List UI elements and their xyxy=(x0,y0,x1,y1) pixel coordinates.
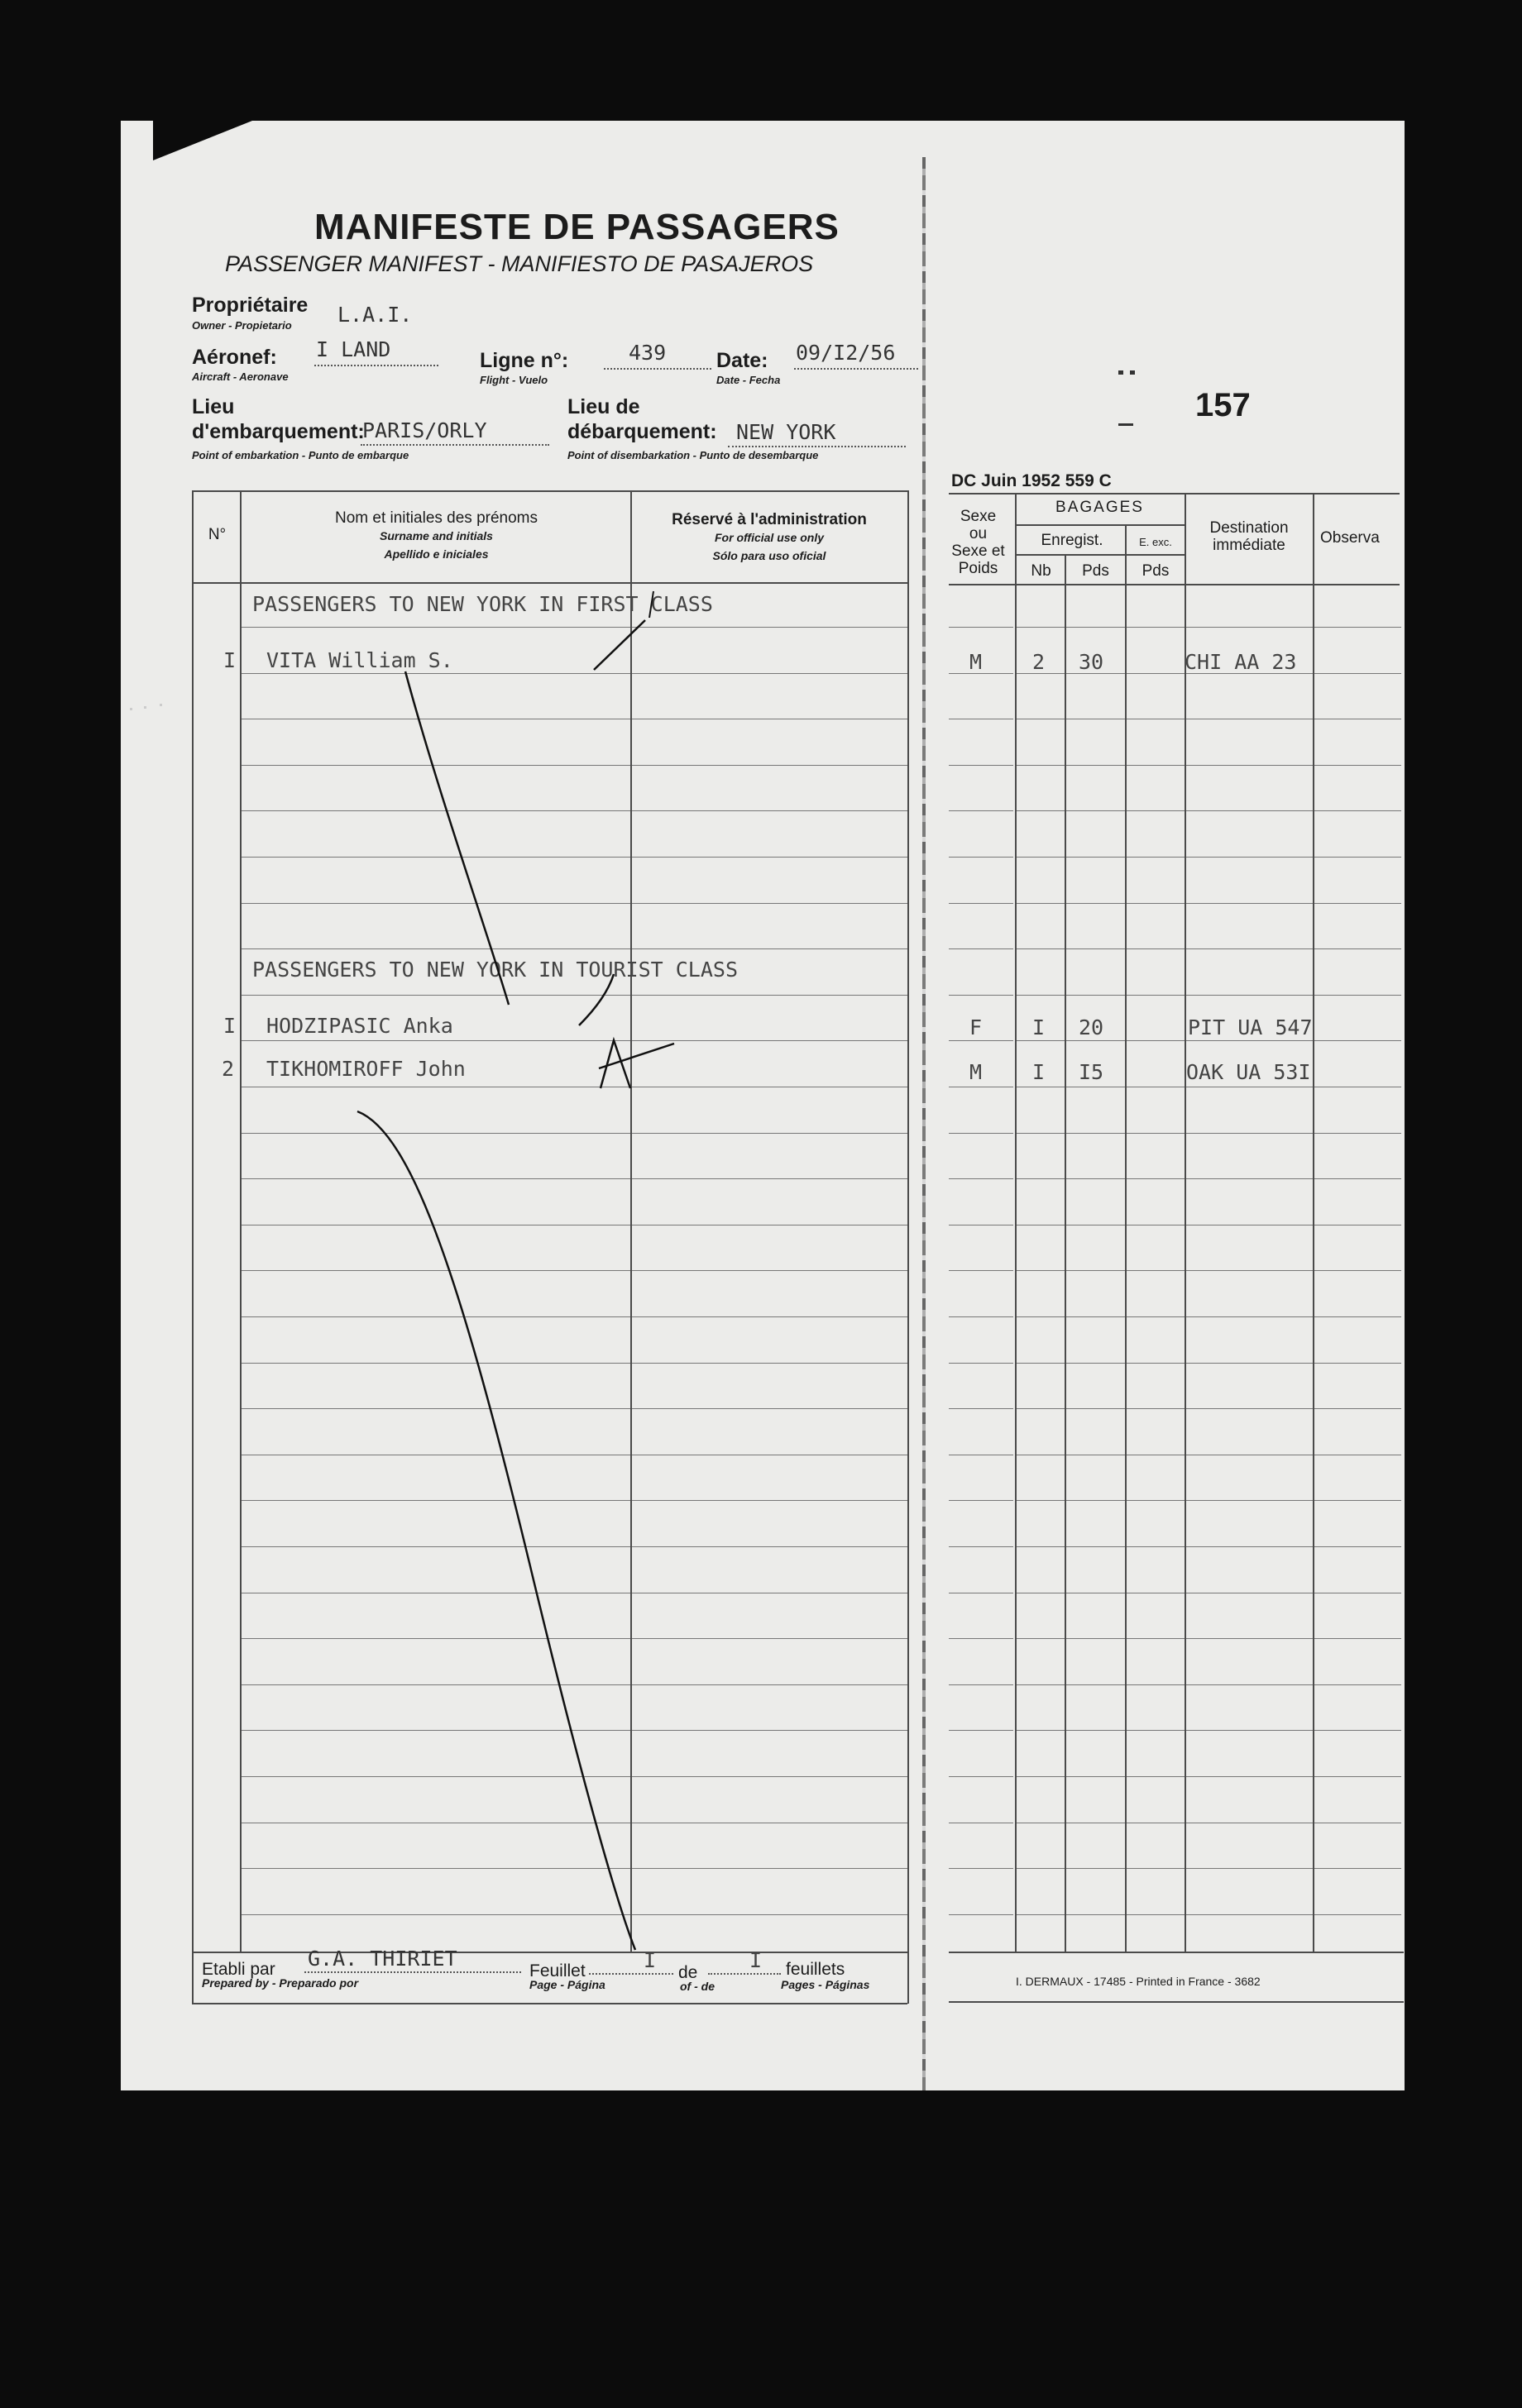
pen-stroke xyxy=(357,1111,635,1950)
passenger-sex: M xyxy=(969,650,983,674)
flight-sublabel: Flight - Vuelo xyxy=(480,374,548,386)
passenger-bag-weight: I5 xyxy=(1079,1060,1104,1084)
col-header-pds-excess: Pds xyxy=(1142,562,1170,580)
stray-dot xyxy=(130,708,132,710)
col-header-destination-2: immédiate xyxy=(1213,537,1285,554)
embark-sublabel: Point of embarkation - Punto de embarque xyxy=(192,449,409,461)
passenger-no: 2 xyxy=(222,1057,235,1081)
pen-stroke xyxy=(405,671,509,1005)
document-subtitle: PASSENGER MANIFEST - MANIFIESTO DE PASAJEROS xyxy=(225,251,814,276)
letter-mark xyxy=(599,1040,674,1088)
date-sublabel: Date - Fecha xyxy=(716,374,781,386)
owner-value: L.A.I. xyxy=(337,303,413,327)
col-header-registered: Enregist. xyxy=(1041,532,1103,549)
embark-value: PARIS/ORLY xyxy=(362,418,487,442)
passenger-bag-weight: 20 xyxy=(1079,1015,1104,1039)
col-header-sex-4: Poids xyxy=(958,560,998,577)
passenger-sex: F xyxy=(969,1015,983,1039)
section-heading-first-class: PASSENGERS TO NEW YORK IN FIRST CLASS xyxy=(252,592,713,616)
date-label: Date: xyxy=(716,349,768,372)
prepared-by-value: G.A. THIRIET xyxy=(308,1947,457,1971)
of-value: I xyxy=(749,1948,763,1972)
prepared-by-label: Etabli par xyxy=(202,1960,275,1979)
passenger-bag-count: 2 xyxy=(1032,650,1046,674)
stray-dot xyxy=(160,704,162,706)
aircraft-label: Aéronef: xyxy=(192,346,277,369)
col-header-sex-2: ou xyxy=(969,525,988,542)
disembark-value: NEW YORK xyxy=(736,420,836,444)
stray-dash xyxy=(1118,423,1133,426)
embark-label-1: Lieu xyxy=(192,395,235,418)
flight-label: Ligne n°: xyxy=(480,349,569,372)
date-value: 09/I2/56 xyxy=(796,341,896,365)
prepared-by-sublabel: Prepared by - Preparado por xyxy=(202,1976,359,1990)
disembark-label-2: débarquement: xyxy=(567,420,717,443)
owner-sublabel: Owner - Propietario xyxy=(192,319,292,332)
col-header-baggage: BAGAGES xyxy=(1055,499,1144,516)
aircraft-value: I LAND xyxy=(316,337,391,361)
section-heading-tourist-class: PASSENGERS TO NEW YORK IN TOURIST CLASS xyxy=(252,958,738,982)
passenger-bag-weight: 30 xyxy=(1079,650,1104,674)
stray-dot xyxy=(1118,370,1123,375)
col-header-pds: Pds xyxy=(1082,562,1109,580)
col-header-sex-3: Sexe et xyxy=(951,542,1005,560)
col-header-admin-en: For official use only xyxy=(715,531,824,544)
document-title: MANIFESTE DE PASSAGERS xyxy=(314,207,840,247)
passenger-name: HODZIPASIC Anka xyxy=(266,1014,453,1038)
passenger-name: TIKHOMIROFF John xyxy=(266,1057,466,1081)
check-mark xyxy=(579,974,614,1025)
stray-dot xyxy=(1130,370,1135,375)
col-header-name-es: Apellido e iniciales xyxy=(384,547,489,561)
passenger-name: VITA William S. xyxy=(266,648,453,672)
of-sublabel: of - de xyxy=(680,1980,715,1993)
printer-imprint: I. DERMAUX - 17485 - Printed in France - 3682 xyxy=(1016,1975,1261,1988)
col-header-observations: Observa xyxy=(1320,529,1380,547)
owner-label: Propriétaire xyxy=(192,294,309,317)
page-number: 157 xyxy=(1195,387,1251,423)
aircraft-sublabel: Aircraft - Aeronave xyxy=(192,370,289,383)
embark-label-2: d'embarquement: xyxy=(192,420,365,443)
col-header-name-fr: Nom et initiales des prénoms xyxy=(335,509,538,527)
passenger-sex: M xyxy=(969,1060,983,1084)
sheet-sublabel: Page - Página xyxy=(529,1978,605,1991)
of-label: de xyxy=(678,1963,698,1982)
col-header-admin-fr: Réservé à l'administration xyxy=(672,511,867,528)
check-mark xyxy=(649,591,653,618)
passenger-no: I xyxy=(223,1014,237,1038)
sheets-label: feuillets xyxy=(786,1960,845,1979)
col-header-excess: E. exc. xyxy=(1139,536,1172,548)
col-header-nb: Nb xyxy=(1031,562,1051,580)
col-header-name-en: Surname and initials xyxy=(380,529,493,542)
form-code: DC Juin 1952 559 C xyxy=(951,471,1112,490)
passenger-bag-count: I xyxy=(1032,1060,1046,1084)
passenger-destination: CHI AA 23 xyxy=(1185,650,1297,674)
col-header-no: N° xyxy=(208,526,227,543)
passenger-bag-count: I xyxy=(1032,1015,1046,1039)
passenger-destination: PIT UA 547 xyxy=(1188,1015,1313,1039)
col-header-destination-1: Destination xyxy=(1209,519,1289,537)
disembark-sublabel: Point of disembarkation - Punto de desembarque xyxy=(567,449,819,461)
passenger-no: I xyxy=(223,648,237,672)
passenger-destination: OAK UA 53I xyxy=(1186,1060,1311,1084)
check-mark xyxy=(594,620,645,670)
sheet-label: Feuillet xyxy=(529,1961,586,1980)
col-header-admin-es: Sólo para uso oficial xyxy=(712,549,826,562)
stray-dot xyxy=(144,706,146,709)
sheets-sublabel: Pages - Páginas xyxy=(781,1978,870,1991)
col-header-sex-1: Sexe xyxy=(960,508,997,525)
sheet-value: I xyxy=(644,1948,657,1972)
disembark-label-1: Lieu de xyxy=(567,395,640,418)
flight-value: 439 xyxy=(629,341,667,365)
